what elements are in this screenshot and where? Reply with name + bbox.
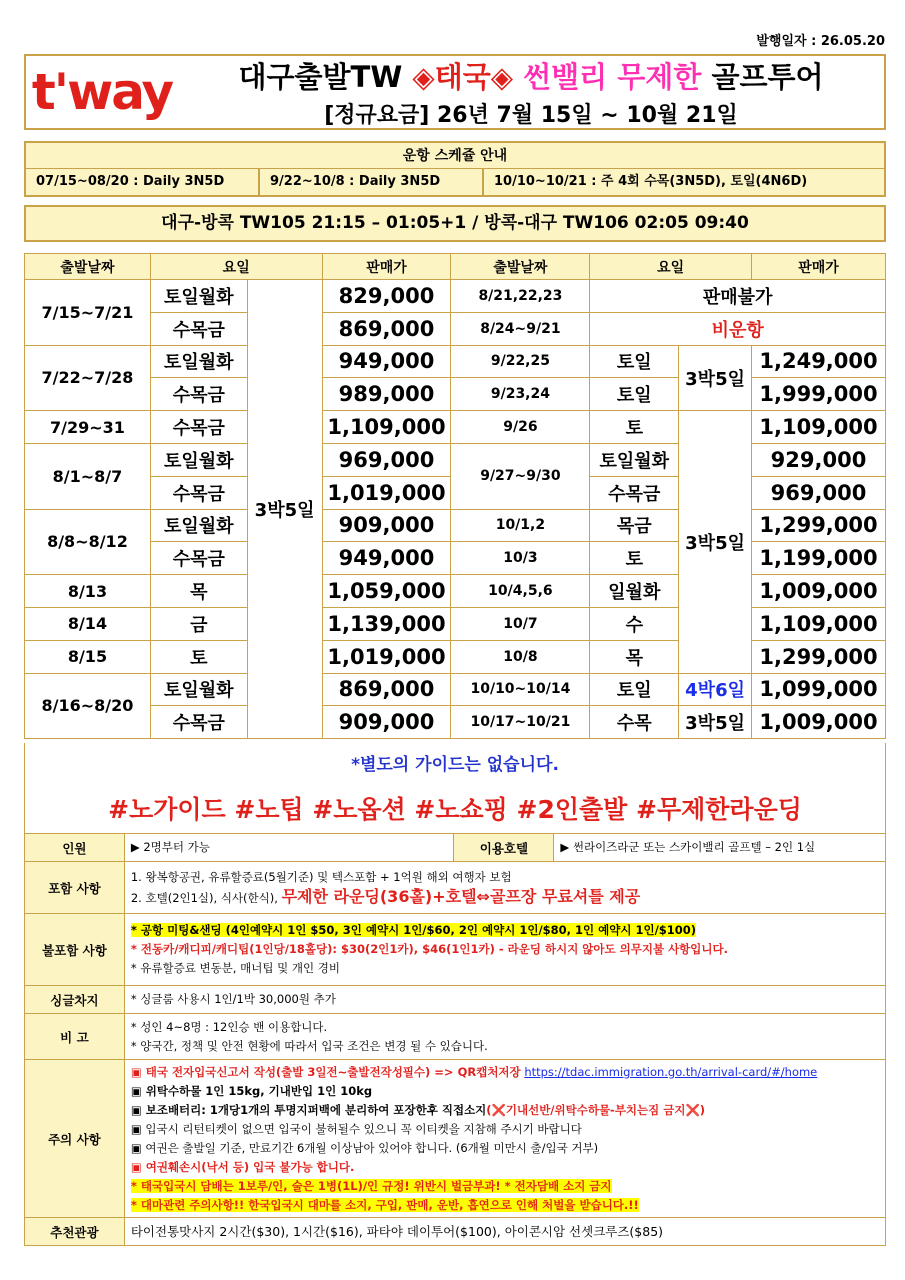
price-cell: 1,009,000 xyxy=(752,575,886,608)
day-cell: 수목금 xyxy=(590,476,679,509)
header xyxy=(24,54,886,130)
date-cell: 8/21,22,23 xyxy=(451,280,590,313)
single-charge-label: 싱글차지 xyxy=(25,986,125,1014)
info-row xyxy=(25,1060,886,1218)
col-header: 판매가 xyxy=(322,254,451,280)
no-guide-notice: *별도의 가이드는 없습니다. xyxy=(24,743,886,787)
price-cell: 1,299,000 xyxy=(752,640,886,673)
caution-value xyxy=(124,1060,885,1218)
caution-label: 주의 사항 xyxy=(25,1060,125,1218)
remark-line: * 양국간, 정책 및 안전 현황에 따라서 입국 조건은 변경 될 수 있습니다. xyxy=(130,1038,488,1053)
date-cell: 9/27~9/30 xyxy=(451,443,590,509)
table-header-row xyxy=(25,254,886,280)
excluded-value xyxy=(124,914,885,986)
info-row xyxy=(25,862,886,914)
day-cell: 수목 xyxy=(590,706,679,739)
date-cell: 10/10~10/14 xyxy=(451,673,590,706)
day-cell: 토일월화 xyxy=(150,673,247,706)
caution-line: ▣ 보조배터리: 1개당1개의 투명지퍼백에 분리하여 포장한후 직접소지(❌기내선반/위탁수하물-부치는짐 금지❌) xyxy=(130,1102,706,1117)
date-cell: 9/23,24 xyxy=(451,378,590,411)
people-value: ▶ 2명부터 가능 xyxy=(124,834,454,862)
date-cell: 7/22~7/28 xyxy=(25,345,151,411)
day-cell: 수목금 xyxy=(150,476,247,509)
status-cell: 판매불가 xyxy=(590,280,886,313)
price-cell: 969,000 xyxy=(752,476,886,509)
caution-line: * 대마관련 주의사항!! 한국입국시 대마를 소지, 구입, 판매, 운반, 흡연으로 인해 처벌을 받습니다.!! xyxy=(130,1197,639,1212)
date-cell: 9/26 xyxy=(451,411,590,444)
caution-line: ▣ 입국시 리턴티켓이 없으면 입국이 불허될수 있으니 꼭 이티켓을 지참해 주시기 바랍니다 xyxy=(130,1121,582,1136)
price-cell: 1,199,000 xyxy=(752,542,886,575)
price-cell: 1,299,000 xyxy=(752,509,886,542)
info-row xyxy=(25,914,886,986)
price-cell: 1,019,000 xyxy=(322,640,451,673)
price-cell: 949,000 xyxy=(322,345,451,378)
day-cell: 수목금 xyxy=(150,378,247,411)
schedule-item: 07/15~08/20 : Daily 3N5D xyxy=(26,169,260,195)
price-cell: 1,059,000 xyxy=(322,575,451,608)
arrival-card-link[interactable]: https://tdac.immigration.go.th/arrival-card/#/home xyxy=(524,1064,818,1079)
status-cell: 비운항 xyxy=(590,312,886,345)
date-cell: 8/16~8/20 xyxy=(25,673,151,739)
page-title: 대구출발TW ◈태국◈ 썬밸리 무제한 골프투어 xyxy=(238,60,824,94)
remark-value xyxy=(124,1014,885,1060)
caution-line: ▣ 여권은 출발일 기준, 만료기간 6개월 이상남아 있어야 합니다. (6개월 미만시 출/입국 거부) xyxy=(130,1140,599,1155)
price-cell: 909,000 xyxy=(322,706,451,739)
table-row xyxy=(25,673,886,706)
table-row xyxy=(25,411,886,444)
price-cell: 869,000 xyxy=(322,312,451,345)
day-cell: 수목금 xyxy=(150,706,247,739)
caution-line: ▣ 위탁수하물 1인 15kg, 기내반입 1인 10kg xyxy=(130,1083,373,1098)
schedule-box xyxy=(24,141,886,197)
col-header: 판매가 xyxy=(752,254,886,280)
excluded-label: 불포함 사항 xyxy=(25,914,125,986)
day-cell: 토일 xyxy=(590,378,679,411)
table-row xyxy=(25,378,886,411)
excluded-line: * 유류할증료 변동분, 매너팁 및 개인 경비 xyxy=(130,961,340,975)
table-row xyxy=(25,640,886,673)
table-row xyxy=(25,607,886,640)
date-cell: 8/14 xyxy=(25,607,151,640)
date-cell: 8/13 xyxy=(25,575,151,608)
price-cell: 869,000 xyxy=(322,673,451,706)
date-cell: 8/1~8/7 xyxy=(25,443,151,509)
duration-cell: 3박5일 xyxy=(679,345,752,411)
schedule-row xyxy=(26,169,884,195)
table-row xyxy=(25,312,886,345)
duration-cell: 3박5일 xyxy=(679,706,752,739)
info-row xyxy=(25,1218,886,1246)
table-row xyxy=(25,509,886,542)
col-header: 출발날짜 xyxy=(25,254,151,280)
date-cell: 9/22,25 xyxy=(451,345,590,378)
col-header: 요일 xyxy=(590,254,752,280)
price-cell: 829,000 xyxy=(322,280,451,313)
price-cell: 1,109,000 xyxy=(752,411,886,444)
hotel-value: ▶ 썬라이즈라군 또는 스카이밸리 골프텔 – 2인 1실 xyxy=(554,834,886,862)
excluded-line: * 공항 미팅&샌딩 (4인예약시 1인 $50, 3인 예약시 1인/$60, 2인 예약시 1인/$80, 1인 예약시 1인/$100) xyxy=(130,923,697,937)
caution-line: ▣ 태국 전자입국신고서 작성(출발 3일전~출발전작성필수) => QR캡처저장 https://tdac.immigration.go.th/arrival-card/#/home xyxy=(130,1064,818,1079)
date-cell: 8/15 xyxy=(25,640,151,673)
date-cell: 8/8~8/12 xyxy=(25,509,151,575)
hashtag-banner: #노가이드 #노팁 #노옵션 #노쇼핑 #2인출발 #무제한라운딩 xyxy=(24,787,886,833)
day-cell: 토일월화 xyxy=(590,443,679,476)
remark-line: * 성인 4~8명 : 12인승 밴 이용합니다. xyxy=(130,1019,328,1034)
date-cell: 7/15~7/21 xyxy=(25,280,151,346)
price-cell: 969,000 xyxy=(322,443,451,476)
date-cell: 10/4,5,6 xyxy=(451,575,590,608)
day-cell: 수목금 xyxy=(150,411,247,444)
price-cell: 1,099,000 xyxy=(752,673,886,706)
title-block xyxy=(178,56,884,128)
flight-info: 대구-방콕 TW105 21:15 – 01:05+1 / 방콕-대구 TW106 02:05 09:40 xyxy=(24,205,886,242)
table-row xyxy=(25,542,886,575)
schedule-item: 9/22~10/8 : Daily 3N5D xyxy=(260,169,484,195)
day-cell: 토 xyxy=(150,640,247,673)
hotel-label: 이용호텔 xyxy=(454,834,554,862)
day-cell: 토일 xyxy=(590,345,679,378)
day-cell: 토일 xyxy=(590,673,679,706)
price-cell: 1,109,000 xyxy=(322,411,451,444)
single-charge-value: * 싱글룸 사용시 1인/1박 30,000원 추가 xyxy=(124,986,885,1014)
price-cell: 929,000 xyxy=(752,443,886,476)
day-cell: 금 xyxy=(150,607,247,640)
table-row xyxy=(25,280,886,313)
price-cell: 1,109,000 xyxy=(752,607,886,640)
day-cell: 토일월화 xyxy=(150,443,247,476)
day-cell: 토 xyxy=(590,411,679,444)
sightseeing-label: 추천관광 xyxy=(25,1218,125,1246)
price-cell: 1,999,000 xyxy=(752,378,886,411)
price-cell: 1,249,000 xyxy=(752,345,886,378)
day-cell: 일월화 xyxy=(590,575,679,608)
table-row xyxy=(25,345,886,378)
date-cell: 10/7 xyxy=(451,607,590,640)
info-table xyxy=(24,833,886,1246)
included-label: 포함 사항 xyxy=(25,862,125,914)
included-line: 2. 호텔(2인1실), 식사(한식), 무제한 라운딩(36홀)+호텔⇔골프장 무료셔틀 제공 xyxy=(130,886,641,906)
price-table xyxy=(24,253,886,739)
price-cell: 909,000 xyxy=(322,509,451,542)
day-cell: 토일월화 xyxy=(150,509,247,542)
price-cell: 1,139,000 xyxy=(322,607,451,640)
excluded-line: * 전동카/캐디피/캐디팁(1인당/18홀당): $30(2인1카), $46(1인1카) - 라운딩 하시지 않아도 의무지불 사항입니다. xyxy=(130,942,728,956)
day-cell: 토일월화 xyxy=(150,345,247,378)
day-cell: 목 xyxy=(590,640,679,673)
included-value xyxy=(124,862,885,914)
sightseeing-value: 타이전통맛사지 2시간($30), 1시간($16), 파타야 데이투어($100), 아이콘시암 선셋크루즈($85) xyxy=(124,1218,885,1246)
caution-line: ▣ 여권훼손시(낙서 등) 입국 불가능 합니다. xyxy=(130,1159,355,1174)
included-line: 1. 왕복항공권, 유류할증료(5월기준) 및 텍스포함 + 1억원 해외 여행자 보험 xyxy=(130,869,512,884)
schedule-title: 운항 스케쥴 안내 xyxy=(26,143,884,169)
day-cell: 목금 xyxy=(590,509,679,542)
price-cell: 989,000 xyxy=(322,378,451,411)
info-row xyxy=(25,1014,886,1060)
day-cell: 토 xyxy=(590,542,679,575)
day-cell: 목 xyxy=(150,575,247,608)
info-row xyxy=(25,986,886,1014)
price-cell: 1,019,000 xyxy=(322,476,451,509)
duration-cell: 3박5일 xyxy=(679,411,752,673)
day-cell: 수 xyxy=(590,607,679,640)
date-cell: 8/24~9/21 xyxy=(451,312,590,345)
date-cell: 10/1,2 xyxy=(451,509,590,542)
duration-cell: 3박5일 xyxy=(247,280,322,739)
date-cell: 10/3 xyxy=(451,542,590,575)
day-cell: 수목금 xyxy=(150,542,247,575)
table-row xyxy=(25,443,886,476)
col-header: 출발날짜 xyxy=(451,254,590,280)
page-subtitle: [정규요금] 26년 7월 15일 ~ 10월 21일 xyxy=(324,103,738,128)
day-cell: 토일월화 xyxy=(150,280,247,313)
info-row xyxy=(25,834,886,862)
col-header: 요일 xyxy=(150,254,322,280)
schedule-item: 10/10~10/21 : 주 4회 수목(3N5D), 토일(4N6D) xyxy=(494,174,808,189)
tway-logo: t'way xyxy=(31,63,173,121)
date-cell: 10/8 xyxy=(451,640,590,673)
remark-label: 비 고 xyxy=(25,1014,125,1060)
day-cell: 수목금 xyxy=(150,312,247,345)
date-cell: 10/17~10/21 xyxy=(451,706,590,739)
date-cell: 7/29~31 xyxy=(25,411,151,444)
duration-cell: 4박6일 xyxy=(679,673,752,706)
price-cell: 949,000 xyxy=(322,542,451,575)
caution-line: * 태국입국시 담배는 1보루/인, 술은 1병(1L)/인 규정! 위반시 벌금부과! * 전자담배 소지 금지 xyxy=(130,1178,612,1193)
issue-date: 발행일자 : 26.05.20 xyxy=(756,34,885,49)
price-cell: 1,009,000 xyxy=(752,706,886,739)
table-row xyxy=(25,575,886,608)
people-label: 인원 xyxy=(25,834,125,862)
table-row xyxy=(25,706,886,739)
